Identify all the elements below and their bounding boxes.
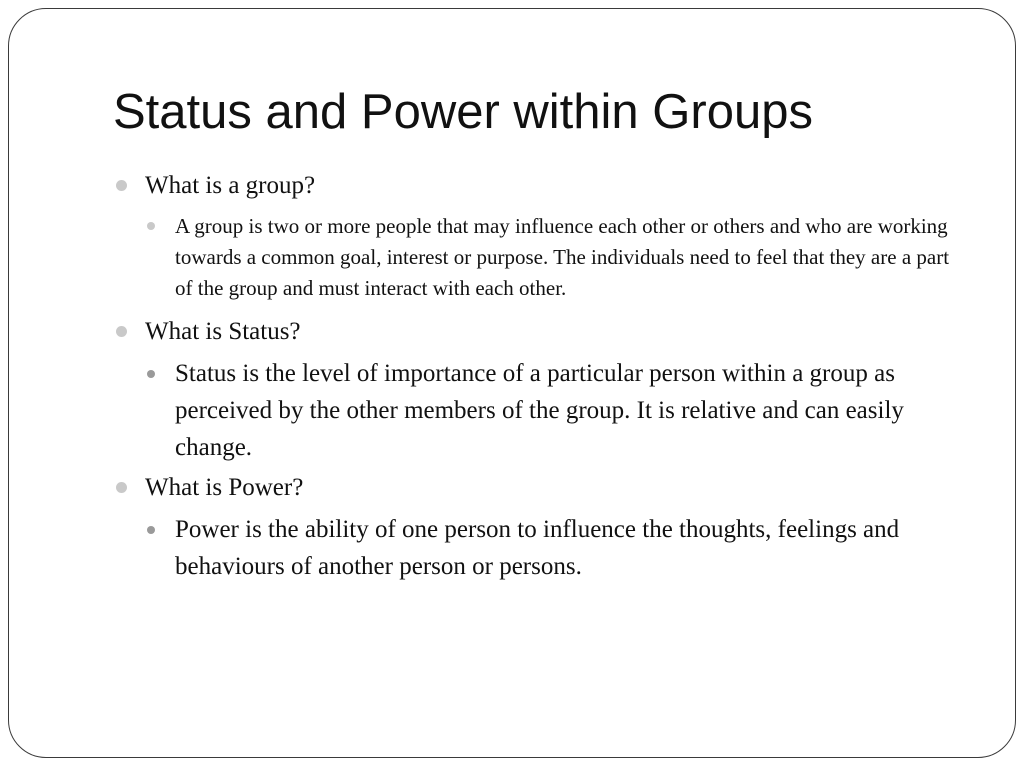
section-body-text: Status is the level of importance of a particular person within a group as perceived by the other members of the group. It is relative and can easily change. [175,360,904,461]
section-heading-text: What is Power? [145,474,304,501]
bullet-icon [116,326,127,337]
section-heading-text: What is a group? [145,172,316,199]
bullet-icon [116,482,127,493]
bullet-icon [147,222,155,230]
section-heading-power [113,470,953,506]
section-heading-text: What is Status? [145,318,301,345]
section-heading-group [113,168,953,204]
slide-content [113,168,953,585]
bullet-icon [147,370,155,378]
slide-title: Status and Power within Groups [113,85,813,139]
section-body-text: Power is the ability of one person to influence the thoughts, feelings and behaviours of another person or persons. [175,516,900,580]
section-body-power [113,511,953,585]
bullet-icon [116,180,127,191]
section-body-group [113,211,953,304]
bullet-icon [147,526,155,534]
section-heading-status [113,314,953,350]
section-body-text: A group is two or more people that may influence each other or others and who are working towards a common goal, interest or purpose. The individuals need to feel that they are a part of the group and must interact with each other. [175,214,950,300]
section-body-status [113,355,953,466]
